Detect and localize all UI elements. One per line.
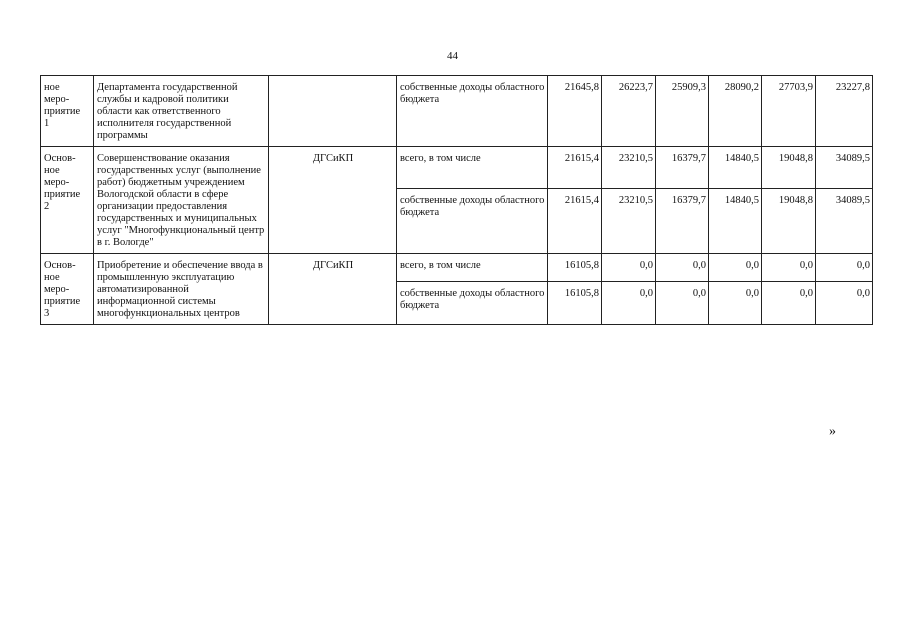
- amount-cell: 0,0: [709, 282, 762, 325]
- event-name: Совершенствование оказания государственных услуг (выполнение работ) бюджетным учреждением Вологодской области в сфере организации предоставления государственных и муниципальных услуг "Многофункциональный центр в г. Вологде": [94, 147, 269, 254]
- amount-cell: 26223,7: [602, 76, 656, 147]
- funding-source: собственные доходы областного бюджета: [397, 282, 548, 325]
- event-name: Департамента государственной службы и кадровой политики области как ответственного исполнителя государственной программы: [94, 76, 269, 147]
- amount-cell: 25909,3: [656, 76, 709, 147]
- amount-cell: 23210,5: [602, 147, 656, 189]
- amount-cell: 14840,5: [709, 189, 762, 254]
- funding-source: собственные доходы областного бюджета: [397, 76, 548, 147]
- amount-cell: 16379,7: [656, 189, 709, 254]
- event-label: Основ- ное меро- приятие 2: [41, 147, 94, 254]
- amount-cell: 0,0: [602, 254, 656, 282]
- amount-cell: 0,0: [816, 282, 873, 325]
- amount-cell: 0,0: [656, 282, 709, 325]
- amount-cell: 0,0: [762, 282, 816, 325]
- amount-cell: 19048,8: [762, 189, 816, 254]
- page-number: 44: [447, 50, 458, 62]
- amount-cell: 19048,8: [762, 147, 816, 189]
- event-name: Приобретение и обеспечение ввода в промышленную эксплуатацию автоматизированной информационной системы многофункциональных центров: [94, 254, 269, 325]
- amount-cell: 0,0: [656, 254, 709, 282]
- amount-cell: 34089,5: [816, 147, 873, 189]
- amount-cell: 21615,4: [548, 147, 602, 189]
- amount-cell: 23210,5: [602, 189, 656, 254]
- amount-cell: 28090,2: [709, 76, 762, 147]
- amount-cell: 0,0: [709, 254, 762, 282]
- amount-cell: 16379,7: [656, 147, 709, 189]
- responsible-executor: ДГСиКП: [269, 254, 397, 325]
- responsible-executor: [269, 76, 397, 147]
- amount-cell: 0,0: [816, 254, 873, 282]
- amount-cell: 21615,4: [548, 189, 602, 254]
- funding-source: собственные доходы областного бюджета: [397, 189, 548, 254]
- closing-quote: »: [829, 424, 836, 439]
- amount-cell: 27703,9: [762, 76, 816, 147]
- table-row: [41, 76, 873, 147]
- amount-cell: 34089,5: [816, 189, 873, 254]
- responsible-executor: ДГСиКП: [269, 147, 397, 254]
- amount-cell: 21645,8: [548, 76, 602, 147]
- amount-cell: 0,0: [602, 282, 656, 325]
- funding-source: всего, в том числе: [397, 254, 548, 282]
- amount-cell: 16105,8: [548, 254, 602, 282]
- amount-cell: 0,0: [762, 254, 816, 282]
- event-label: Основ- ное меро- приятие 3: [41, 254, 94, 325]
- event-label: ное меро- приятие 1: [41, 76, 94, 147]
- table-body: [41, 76, 873, 325]
- amount-cell: 23227,8: [816, 76, 873, 147]
- table-row: [41, 147, 873, 189]
- amount-cell: 16105,8: [548, 282, 602, 325]
- table-row: [41, 254, 873, 282]
- budget-table: [40, 75, 873, 325]
- funding-source: всего, в том числе: [397, 147, 548, 189]
- amount-cell: 14840,5: [709, 147, 762, 189]
